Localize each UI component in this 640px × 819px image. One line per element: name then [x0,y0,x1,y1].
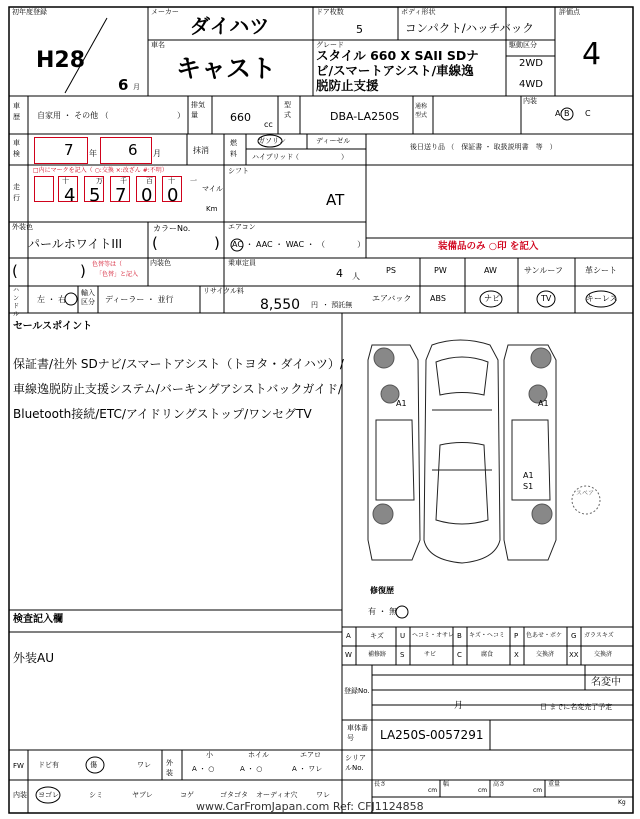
fw-item-3: ワレ [137,761,151,769]
mile-label: マイル [202,185,223,193]
unit-0: 十 [62,177,69,185]
chassis-value: LA250S-0057291 [380,728,484,742]
dims-width: 幅 [443,781,450,788]
ac-label: エアコン [228,223,256,231]
dims-height: 高さ [493,781,506,788]
int-item-6: オーディオ穴 [256,791,298,799]
digit-3: 0 [141,185,153,206]
legend-s-key: S [400,651,405,659]
legend-xx-text: 交換済 [594,651,613,658]
maker-label: メーカー [151,8,179,16]
change-close: ) [80,262,86,280]
fuel-label: 燃料 [230,139,237,158]
color-no-close: ) [214,234,220,252]
inspector-note: 外装AU [13,651,54,665]
interior-grade-a: A [555,109,561,118]
model-value: DBA-LA250S [330,110,400,123]
equip-ps: PS [386,266,396,275]
damage-mark-left: A1 [396,399,407,408]
equip-airbag: エアバック [372,294,412,303]
change-note-1: 色替等は（ [92,261,123,268]
ext-small-label: 小 [206,751,213,759]
registration-due: 日 までに名変完了予定 [540,703,613,711]
legend-u-key: U [400,632,406,640]
color-label: 外装色 [12,223,33,231]
dims-length: 長さ [374,781,387,788]
fuel-diesel: ディーゼル [316,137,351,145]
ext-marks-1: A ・ ○ [192,765,215,773]
body-label: ボディ形状 [401,8,436,16]
inspection-year-box [34,137,88,164]
recycle-value: 8,550 [260,297,301,313]
inspector-label: 検査記入欄 [13,614,63,625]
fuel-paren: （ ） [292,153,348,161]
history-value: 自家用 ・ その他 （ [37,111,109,120]
grade-label: グレード [316,41,344,49]
dims-height-unit: cm [533,787,543,794]
score-label: 評価点 [559,8,580,16]
repair-value: 有 ・ 無 [368,607,398,616]
spare-label: スペア [576,490,595,497]
inspection-year-unit: 年 [89,149,97,158]
maker-value: ダイハツ [190,14,270,38]
equip-abs: ABS [430,294,446,303]
interior-grade-c: C [585,109,591,118]
legend-u-text: ヘコミ・オサレ [412,632,454,639]
ac-value: AC ・ AAC ・ WAC ・ （ ） [232,240,366,249]
equip-keyless: キーレス [586,294,618,303]
interior-label: 内装 [523,97,537,105]
unit-2: 千 [120,177,127,185]
import-value: ディーラー ・ 並行 [105,295,174,304]
model-label: 型式 [284,101,291,119]
weight-unit: Kg [618,799,626,806]
unit-1: 万 [96,177,103,185]
interior-grade-b: B [564,109,570,118]
legend-w-key: W [345,651,352,659]
import-label: 輸入区分 [81,289,95,306]
pass-label: 通称型式 [415,103,428,119]
legend-x-text: 交換済 [536,651,555,658]
int-label: 内装 [13,791,27,799]
inspection-month-box [100,137,152,164]
fuel-gas: ガソリン [258,137,286,145]
mileage-label: 走行 [13,183,20,202]
legend-b-text: キズ・ヘコミ [469,632,505,639]
history-label: 車歴 [13,102,20,121]
unit-4: 十 [168,177,175,185]
color-no-open: ( [152,234,158,252]
damage-mark-rear-a: A1 [523,471,534,480]
inspection-month: 6 [128,141,138,159]
watermark: www.CarFromJapan.com Ref: CFJ1124858 [196,800,424,813]
serial-label: シリアルNo. [345,754,366,772]
displacement-value: 660 [230,111,251,124]
ext-wheel-label: ホイル [248,751,269,759]
inspection-month-unit: 月 [153,149,161,158]
dims-width-unit: cm [478,787,488,794]
reg-year: H28 [36,48,86,73]
mileage-legend: □内にマークを記入（ ○:交換 ×:改ざん #:不明） [33,167,168,174]
equipment-title: 装備品のみ ○印 を記入 [438,241,539,252]
body-value: コンパクト/ハッチバック [405,21,534,35]
legend-a-text: キズ [370,632,384,640]
equip-leather: 革シート [585,266,617,275]
legend-g-text: ガラスキズ [584,632,614,639]
sales-line-2: 車線逸脱防止支援システム/バーキングアシストバックガイド/ [13,382,343,396]
int-item-2: シミ [89,791,103,799]
damage-mark-right: A1 [538,399,549,408]
handle-value: 左 ・ 右 [37,295,67,304]
legend-x-key: X [514,651,519,659]
doors-value: 5 [356,23,363,36]
history-close: ） [177,111,185,120]
legend-xx-key: XX [569,651,579,659]
fw-item-1: ドビ有 [38,761,59,769]
equip-aw: AW [484,266,497,275]
drive-4wd: 4WD [519,79,543,90]
change-open: ( [12,262,18,280]
digit-1: 5 [89,185,101,206]
digit-4: 0 [167,185,179,206]
shift-value: AT [326,191,345,209]
digit-2: 7 [115,185,127,206]
equip-navi: ナビ [484,294,500,303]
dims-length-unit: cm [428,787,438,794]
change-note-2: 「色替」と記入 [96,271,139,278]
car-diagram [368,340,600,563]
chassis-label: 車体番号 [347,724,368,742]
displacement-label: 排気量 [191,101,205,119]
damage-mark-rear-s: S1 [523,482,534,491]
drive-label: 駆動区分 [509,41,537,49]
mileage-box-0 [34,176,54,202]
sales-points-label: セールスポイント [13,321,93,332]
name-change: 名変中 [591,677,621,688]
reg-month-unit: 月 [133,83,140,91]
legend-p-key: P [514,632,519,640]
inspection-year: 7 [64,141,74,159]
legend-a-key: A [346,632,351,640]
doors-label: ドア枚数 [316,8,344,16]
legend-b-key: B [457,632,462,640]
color-value: パールホワイトIII [28,237,123,251]
handle-label: ハンドル [13,287,20,318]
notes-label: 後日送り品 （ 保証書 ・ 取扱説明書 等 ） [410,143,557,151]
registration-label: 登録No. [344,687,370,695]
interior-color-label: 内装色 [150,259,171,267]
digit-0: 4 [64,185,76,206]
capacity-value: 4 [336,267,343,280]
reg-month: 6 [118,76,129,94]
int-item-4: コゲ [180,791,194,799]
grade-line-1: スタイル 660 X SAII SDナ [316,48,479,63]
repair-label: 修復歴 [370,586,394,595]
score-value: 4 [582,37,602,72]
int-item-5: ゴタゴタ [220,791,248,799]
ext-marks-3: A ・ ワレ [292,765,323,773]
legend-c-text: 腐食 [481,651,494,658]
legend-p-text: 色あせ・ボケ [526,632,563,639]
recycle-unit: 円 [311,301,318,309]
recycle-label: リサイクル料 [203,287,245,295]
fw-item-2: 傷 [90,761,97,769]
int-item-7: ワレ [316,791,330,799]
equip-tv: TV [541,294,552,303]
legend-g-key: G [571,632,577,640]
sales-line-1: 保証書/社外 SDナビ/スマートアシスト（トヨタ・ダイハツ）/ [13,357,344,371]
int-item-1: ヨゴレ [38,791,59,799]
registration-month: 月 [454,701,464,711]
legend-c-key: C [457,651,462,659]
sales-line-3: Bluetooth接続/ETC/アイドリングストップ/ワンセグTV [13,407,312,421]
car-name-value: キャスト [176,54,277,83]
inspection-erased: 抹消 [193,146,209,155]
capacity-label: 乗車定員 [228,259,256,267]
grade-line-3: 脱防止支援 [316,78,379,93]
ext-marks-2: A ・ ○ [240,765,263,773]
displacement-unit: cc [264,120,273,129]
shift-label: シフト [228,167,249,175]
exterior-label: 外装 [166,759,173,777]
equip-sunroof: サンルーフ [524,266,563,275]
inspection-label: 車検 [13,139,20,158]
fuel-hybrid: ハイブリッド [252,153,294,161]
weight-label: 重量 [548,781,561,788]
int-item-3: ヤブレ [132,791,153,799]
legend-s-text: サビ [424,651,437,658]
recycle-deposit: ・ 預託無 [322,301,353,309]
fw-label: FW [13,762,24,770]
equip-pw: PW [434,266,447,275]
ext-aero-label: エアロ [300,751,321,759]
legend-w-text: 補修跡 [368,651,387,658]
color-no-label: カラーNo. [153,224,191,233]
car-name-label: 車名 [151,41,165,49]
capacity-unit: 人 [352,272,360,281]
unit-5: 一 [190,177,197,185]
grade-line-2: ビ/スマートアシスト/車線逸 [316,63,474,78]
km-label: Km [206,205,218,213]
unit-3: 百 [146,177,153,185]
drive-2wd: 2WD [519,58,543,69]
first-reg-label: 初年度登録 [12,8,47,16]
